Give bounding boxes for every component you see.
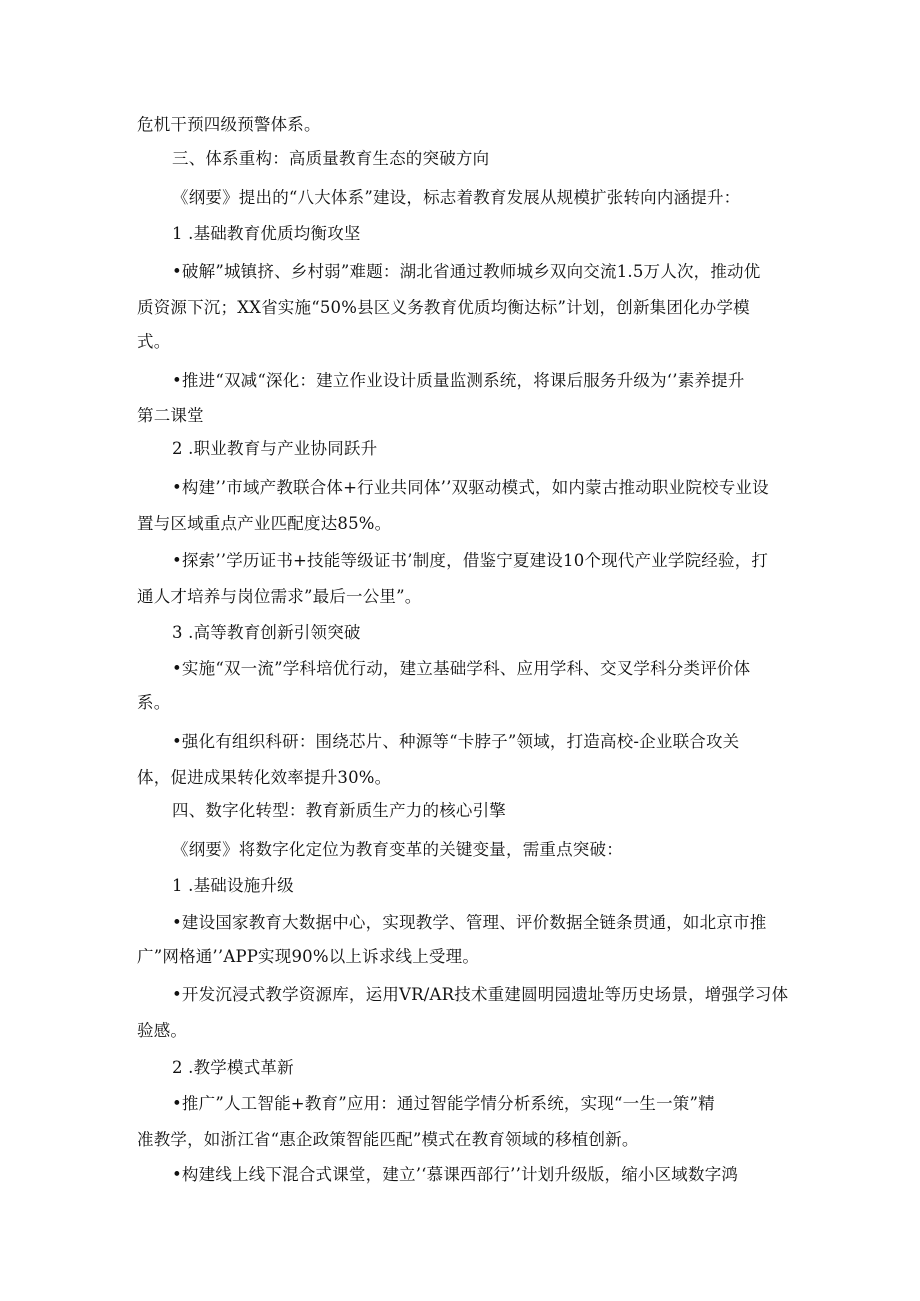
text-line: 体，促进成果转化效率提升30%。 xyxy=(137,768,392,787)
text-line: 验感。 xyxy=(137,1021,188,1040)
bullet-line: •开发沉浸式教学资源库，运用VR/AR技术重建圆明园遗址等历史场景，增强学习体 xyxy=(172,985,789,1004)
text-line: 通人才培养与岗位需求”最后一公里”。 xyxy=(137,587,422,606)
section-heading: 四、数字化转型：教育新质生产力的核心引擎 xyxy=(172,801,506,820)
subsection-heading: 1 .基础教育优质均衡攻坚 xyxy=(172,224,361,243)
bullet-line: •构建线上线下混合式课堂，建立’‘慕课西部行’’计划升级版，缩小区域数字鸿 xyxy=(172,1165,739,1184)
subsection-heading: 2 .职业教育与产业协同跃升 xyxy=(172,439,378,458)
bullet-line: •推进“双减“深化：建立作业设计质量监测系统，将课后服务升级为‘’素养提升 xyxy=(172,371,745,390)
subsection-heading: 2 .教学模式革新 xyxy=(172,1058,294,1077)
text-line: 质资源下沉；XX省实施“50%县区义务教育优质均衡达标”计划，创新集团化办学模 xyxy=(137,298,750,317)
text-line: 第二课堂 xyxy=(137,406,204,425)
text-line: 系。 xyxy=(137,693,171,712)
bullet-line: •强化有组织科研：围绕芯片、种源等“卡脖子”领域，打造高校-企业联合攻关 xyxy=(172,732,740,751)
bullet-line: •构建’’市域产教联合体+行业共同体’’双驱动模式，如内蒙古推动职业院校专业设 xyxy=(172,478,769,497)
text-line: 式。 xyxy=(137,332,171,351)
bullet-line: •探索’’学历证书+技能等级证书’制度，借鉴宁夏建设10个现代产业学院经验，打 xyxy=(172,551,769,570)
text-line: 《纲要》提出的“八大体系”建设，标志着教育发展从规模扩张转向内涵提升： xyxy=(172,188,741,207)
bullet-line: •建设国家教育大数据中心，实现教学、管理、评价数据全链条贯通，如北京市推 xyxy=(172,913,767,932)
subsection-heading: 1 .基础设施升级 xyxy=(172,876,294,895)
bullet-line: •推广”人工智能+教育”应用：通过智能学情分析系统，实现“一生一策”精 xyxy=(172,1094,715,1113)
subsection-heading: 3 .高等教育创新引领突破 xyxy=(172,623,361,642)
bullet-line: •破解”城镇挤、乡村弱”难题：湖北省通过教师城乡双向交流1.5万人次，推动优 xyxy=(172,262,761,281)
text-line: 置与区域重点产业匹配度达85%。 xyxy=(137,514,392,533)
text-line: 广”网格通’’APP实现90%以上诉求线上受理。 xyxy=(137,947,480,966)
bullet-line: •实施“双一流”学科培优行动，建立基础学科、应用学科、交叉学科分类评价体 xyxy=(172,659,751,678)
section-heading: 三、体系重构：高质量教育生态的突破方向 xyxy=(172,149,490,168)
text-line: 准教学，如浙江省“惠企政策智能匹配”模式在教育领域的移植创新。 xyxy=(137,1130,639,1149)
text-line: 《纲要》将数字化定位为教育变革的关键变量，需重点突破： xyxy=(172,840,623,859)
text-line: 危机干预四级预警体系。 xyxy=(137,115,321,134)
